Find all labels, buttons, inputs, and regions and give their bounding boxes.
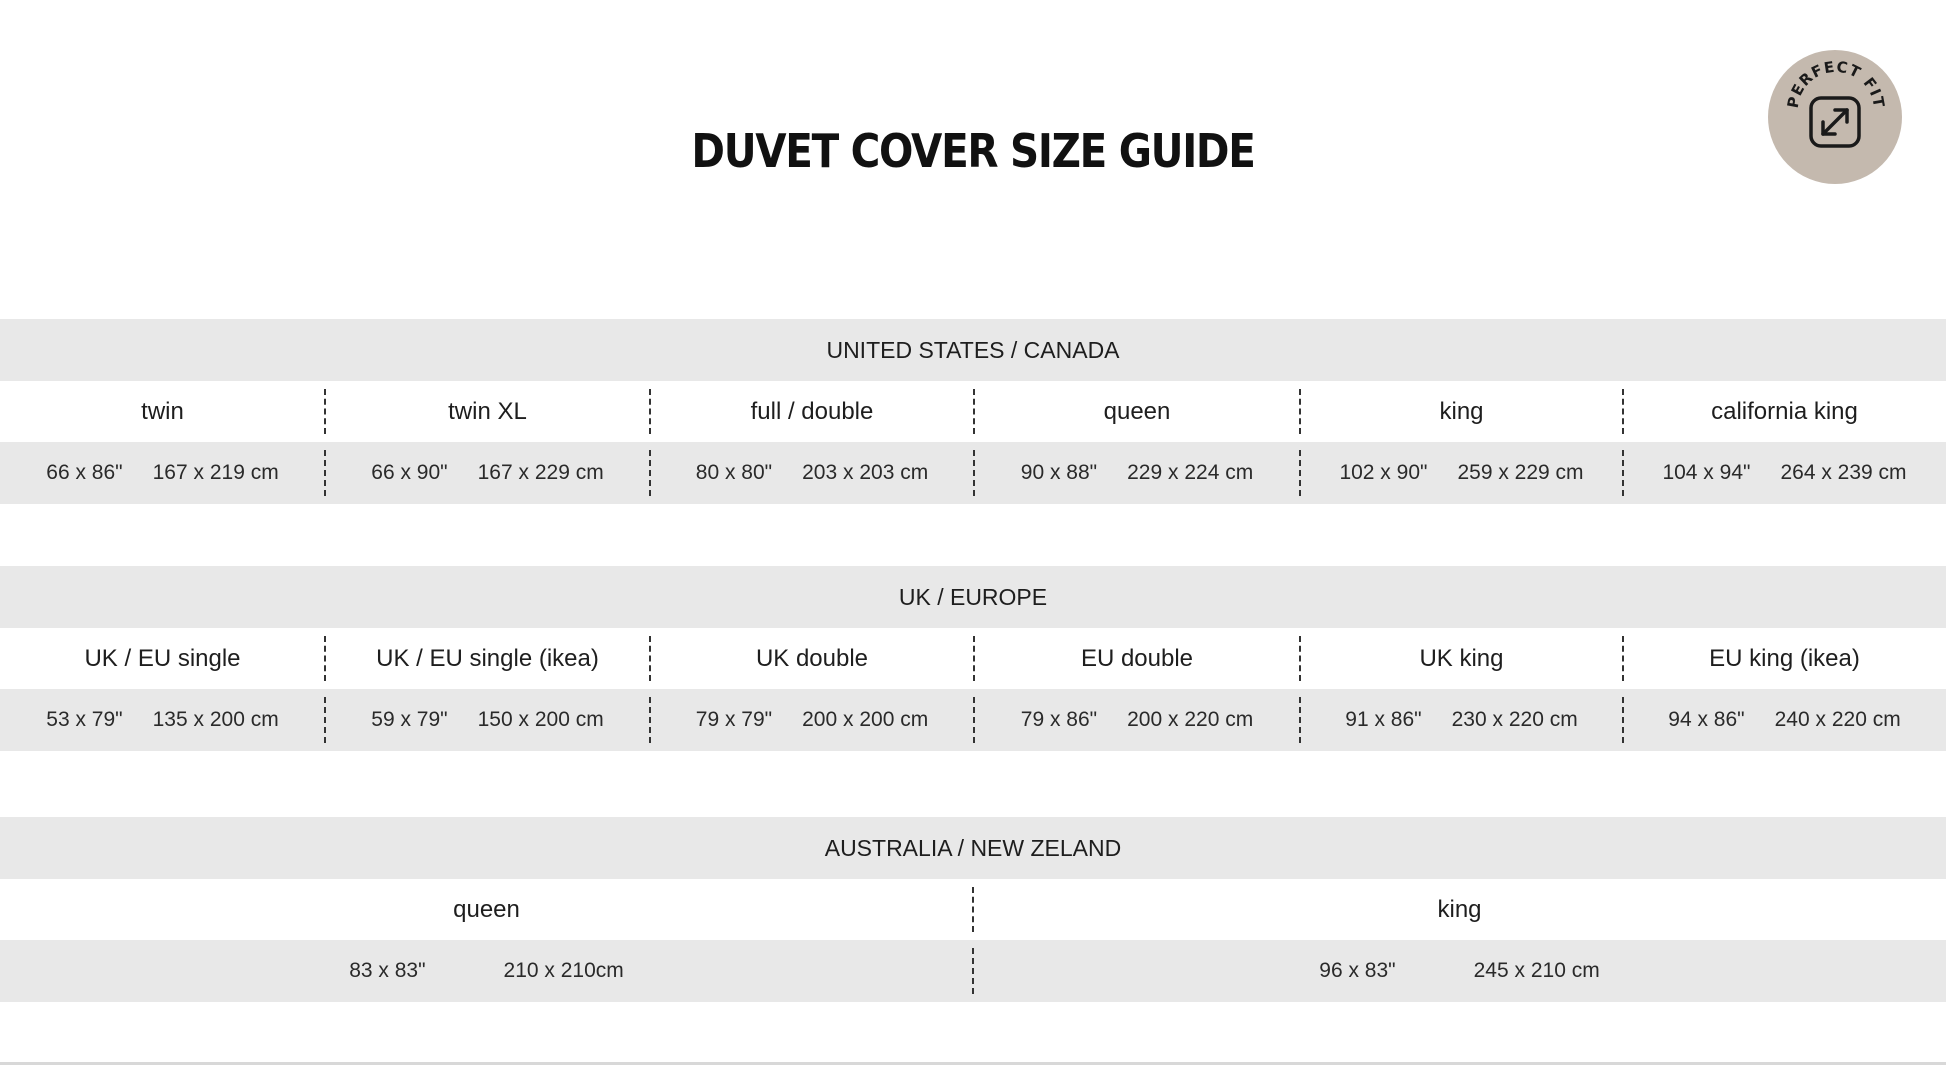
size-name: california king bbox=[1711, 397, 1858, 425]
size-name: UK / EU single bbox=[84, 644, 241, 672]
size-cm: 200 x 200 cm bbox=[802, 708, 929, 731]
size-dims-cell bbox=[325, 442, 650, 504]
size-name-cell bbox=[650, 628, 974, 689]
size-inches: 79 x 86" bbox=[1020, 708, 1098, 731]
size-inches: 79 x 79" bbox=[695, 708, 773, 731]
size-name: UK king bbox=[1419, 644, 1504, 672]
expand-arrows-icon bbox=[1768, 50, 1902, 184]
badge-text: PERFECT FIT bbox=[1783, 57, 1889, 110]
size-inches: 83 x 83" bbox=[349, 959, 426, 982]
size-name-cell bbox=[0, 381, 325, 442]
size-name-cell bbox=[325, 628, 650, 689]
size-dims-cell bbox=[650, 442, 974, 504]
size-cm: 245 x 210 cm bbox=[1473, 959, 1600, 982]
size-dims-cell bbox=[1300, 442, 1623, 504]
size-dims-cell bbox=[325, 689, 650, 751]
size-name-cell bbox=[973, 879, 1946, 940]
size-dims-cell bbox=[1300, 689, 1623, 751]
size-cm: 203 x 203 cm bbox=[802, 461, 929, 484]
size-cm: 167 x 219 cm bbox=[152, 461, 279, 484]
size-name: full / double bbox=[750, 397, 874, 425]
size-inches: 80 x 80" bbox=[695, 461, 773, 484]
section-australia-new-zealand bbox=[0, 817, 1946, 1002]
size-name-cell bbox=[325, 381, 650, 442]
perfect-fit-badge bbox=[1768, 50, 1902, 184]
size-name-cell bbox=[1623, 628, 1946, 689]
size-names-row bbox=[0, 879, 1946, 940]
size-dims-cell bbox=[973, 940, 1946, 1002]
size-dims-cell bbox=[1623, 442, 1946, 504]
size-inches: 102 x 90" bbox=[1339, 461, 1428, 484]
size-dimensions-row bbox=[0, 940, 1946, 1002]
size-inches: 104 x 94" bbox=[1662, 461, 1751, 484]
size-cm: 264 x 239 cm bbox=[1780, 461, 1907, 484]
size-dimensions-row bbox=[0, 689, 1946, 751]
section-us-canada bbox=[0, 319, 1946, 504]
size-dims-cell bbox=[0, 689, 325, 751]
size-cm: 200 x 220 cm bbox=[1127, 708, 1254, 731]
size-cm: 230 x 220 cm bbox=[1451, 708, 1578, 731]
section-header: AUSTRALIA / NEW ZELAND bbox=[0, 817, 1946, 879]
size-inches: 91 x 86" bbox=[1345, 708, 1422, 731]
size-name: queen bbox=[1103, 397, 1171, 425]
section-uk-europe bbox=[0, 566, 1946, 751]
size-name: queen bbox=[453, 895, 520, 923]
size-inches: 94 x 86" bbox=[1668, 708, 1745, 731]
bottom-divider bbox=[0, 1062, 1946, 1065]
size-name: EU king (ikea) bbox=[1709, 644, 1860, 672]
size-name: king bbox=[1439, 397, 1484, 425]
size-cm: 150 x 200 cm bbox=[477, 708, 604, 731]
size-name-cell bbox=[1300, 628, 1623, 689]
size-name: EU double bbox=[1080, 644, 1194, 672]
size-name: UK / EU single (ikea) bbox=[376, 644, 599, 672]
size-name-cell bbox=[0, 879, 973, 940]
size-inches: 66 x 90" bbox=[371, 461, 448, 484]
size-inches: 59 x 79" bbox=[371, 708, 448, 731]
size-name: twin XL bbox=[448, 397, 527, 425]
size-cm: 167 x 229 cm bbox=[477, 461, 604, 484]
size-cm: 135 x 200 cm bbox=[152, 708, 279, 731]
size-name: UK double bbox=[755, 644, 869, 672]
size-dims-cell bbox=[1623, 689, 1946, 751]
size-name-cell bbox=[974, 628, 1300, 689]
size-inches: 66 x 86" bbox=[46, 461, 123, 484]
size-cm: 259 x 229 cm bbox=[1457, 461, 1584, 484]
size-name-cell bbox=[0, 628, 325, 689]
size-inches: 96 x 83" bbox=[1319, 959, 1396, 982]
size-dims-cell bbox=[0, 940, 973, 1002]
page-title: DUVET COVER SIZE GUIDE bbox=[691, 124, 1255, 178]
size-name-cell bbox=[974, 381, 1300, 442]
size-names-row bbox=[0, 381, 1946, 442]
size-inches: 53 x 79" bbox=[46, 708, 123, 731]
size-dimensions-row bbox=[0, 442, 1946, 504]
size-inches: 90 x 88" bbox=[1020, 461, 1098, 484]
size-name: king bbox=[1437, 895, 1482, 923]
size-names-row bbox=[0, 628, 1946, 689]
size-name: twin bbox=[141, 397, 184, 425]
size-name-cell bbox=[650, 381, 974, 442]
svg-text:PERFECT FIT bbox=[1784, 58, 1888, 110]
size-name-cell bbox=[1300, 381, 1623, 442]
section-header: UNITED STATES / CANADA bbox=[0, 319, 1946, 381]
section-header: UK / EUROPE bbox=[0, 566, 1946, 628]
size-cm: 210 x 210cm bbox=[503, 959, 624, 982]
size-dims-cell bbox=[0, 442, 325, 504]
size-cm: 229 x 224 cm bbox=[1127, 461, 1254, 484]
size-dims-cell bbox=[650, 689, 974, 751]
size-dims-cell bbox=[974, 689, 1300, 751]
size-cm: 240 x 220 cm bbox=[1774, 708, 1901, 731]
size-name-cell bbox=[1623, 381, 1946, 442]
size-dims-cell bbox=[974, 442, 1300, 504]
